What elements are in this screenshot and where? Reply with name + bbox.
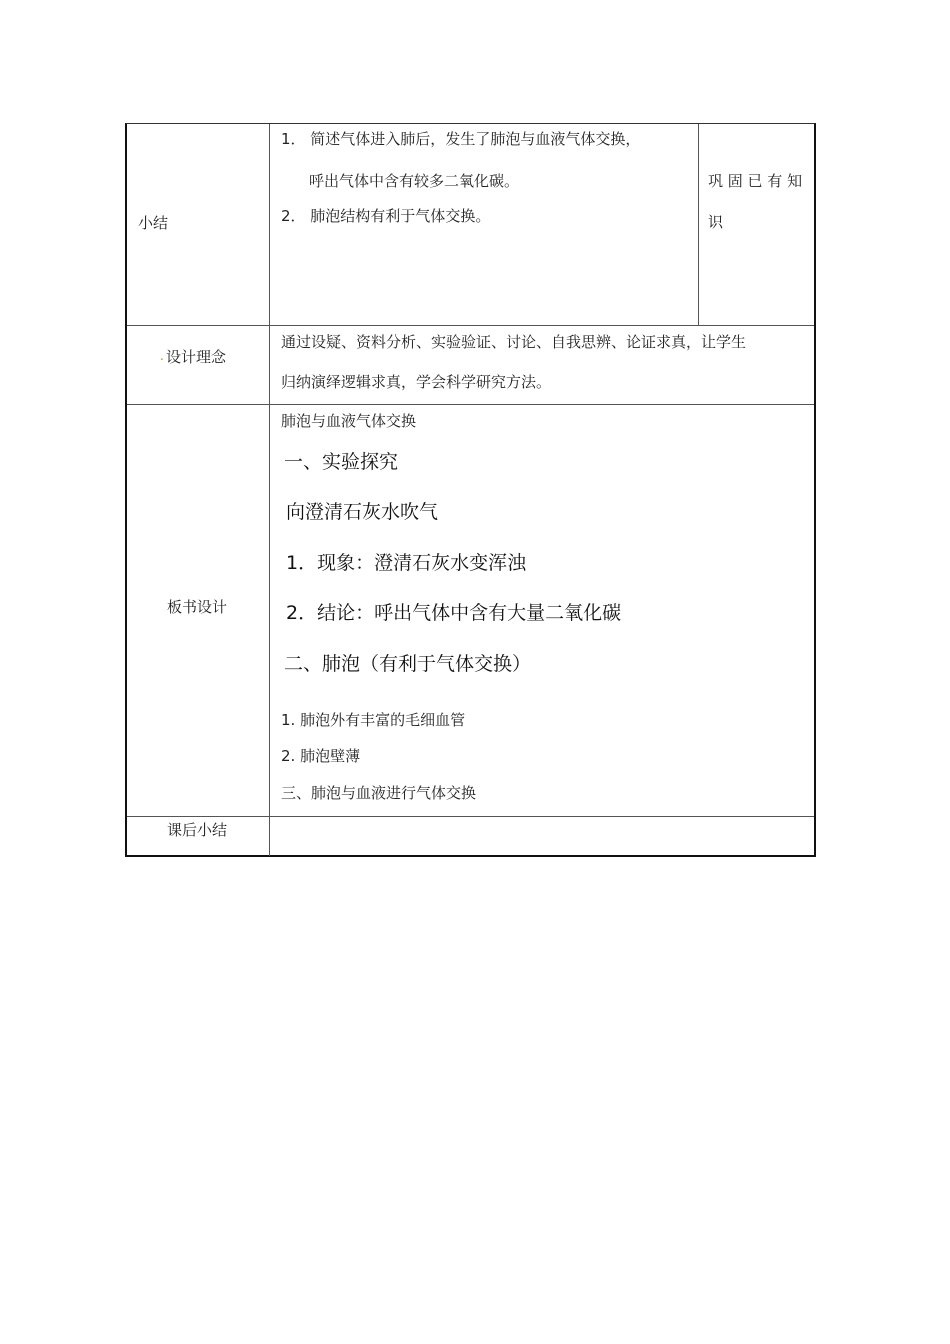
summary-note-line-2: 识 — [708, 213, 724, 231]
after-label-cell — [127, 817, 270, 856]
board-heading-2: 二、肺泡（有利于气体交换） — [284, 653, 532, 675]
board-item-2: 2. 肺泡壁薄 — [281, 747, 361, 765]
board-row — [127, 404, 814, 816]
board-heading-3: 三、肺泡与血液进行气体交换 — [281, 784, 477, 802]
board-subtitle: 向澄清石灰水吹气 — [286, 501, 439, 523]
design-row — [127, 325, 814, 404]
board-content-cell — [270, 405, 814, 816]
mark-dot: . — [160, 349, 164, 363]
summary-line-1: 1． 简述气体进入肺后，发生了肺泡与血液气体交换， — [281, 130, 641, 148]
design-line-1: 通过设疑、资料分析、实验验证、讨论、自我思辨、论证求真，让学生 — [281, 333, 747, 351]
summary-row — [127, 124, 814, 325]
summary-content-cell — [270, 124, 814, 325]
design-line-2: 归纳演绎逻辑求真，学会科学研究方法。 — [281, 373, 552, 391]
design-label-cell — [127, 326, 270, 404]
board-title: 肺泡与血液气体交换 — [281, 412, 417, 430]
summary-note-cell — [698, 124, 814, 325]
summary-line-2: 2． 肺泡结构有利于气体交换。 — [281, 207, 491, 225]
summary-label: 小结 — [138, 214, 169, 232]
board-label-cell — [127, 405, 270, 816]
after-class-row — [127, 816, 814, 856]
design-label: 设计理念 — [166, 348, 227, 366]
summary-label-cell — [127, 124, 270, 325]
lesson-plan-table — [125, 123, 816, 857]
after-content-cell — [270, 817, 814, 856]
summary-note-line-1: 巩 固 已 有 知 — [708, 172, 803, 190]
board-point-2: 2．结论：呼出气体中含有大量二氧化碳 — [286, 602, 622, 624]
after-label: 课后小结 — [167, 821, 228, 839]
board-label: 板书设计 — [167, 598, 228, 616]
summary-line-1-cont: 呼出气体中含有较多二氧化碳。 — [309, 172, 520, 190]
board-item-1: 1. 肺泡外有丰富的毛细血管 — [281, 711, 466, 729]
board-heading-1: 一、实验探究 — [284, 451, 399, 473]
board-point-1: 1．现象：澄清石灰水变浑浊 — [286, 552, 527, 574]
design-content-cell — [270, 326, 814, 404]
